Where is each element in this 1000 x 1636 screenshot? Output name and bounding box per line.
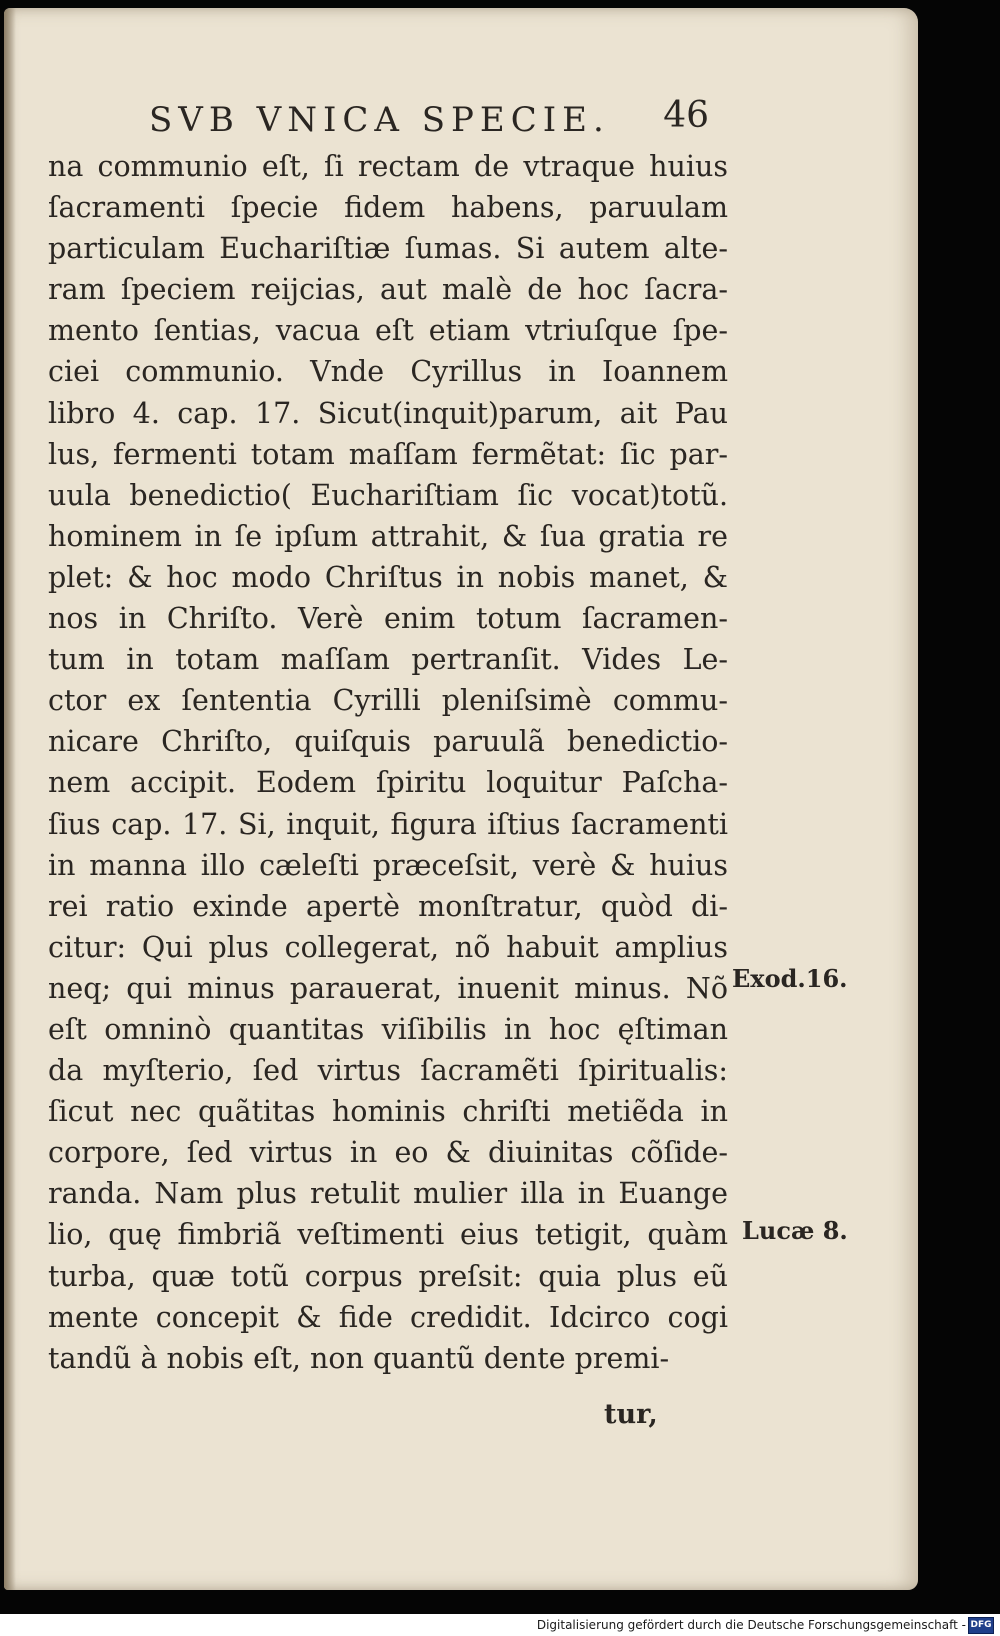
text-line: ſicut nec quãtitas hominis chriſti metiẽda in xyxy=(48,1095,728,1129)
text-line: ctor ex ſententia Cyrilli pleniſsimè commu- xyxy=(48,684,728,718)
text-line: nos in Chriſto. Verè enim totum ſacramen- xyxy=(48,602,728,636)
text-line: in manna illo cæleſti præceſsit, verè & huius xyxy=(48,848,728,882)
page-number: 46 xyxy=(663,95,709,136)
text-line: ram ſpeciem reijcias, aut malè de hoc ſacra- xyxy=(48,273,728,307)
dfg-logo: DFG xyxy=(968,1617,994,1634)
text-line: tum in totam maſſam pertranſit. Vides Le- xyxy=(48,643,728,677)
digitization-footer xyxy=(0,1614,1000,1636)
text-line: na communio eſt, ſi rectam de vtraque huius xyxy=(48,150,728,183)
text-line: ciei communio. Vnde Cyrillus in Ioannem xyxy=(48,355,728,389)
text-line: corpore, ſed virtus in eo & diuinitas cõſide- xyxy=(48,1136,728,1170)
running-title: SVB VNICA SPECIE. xyxy=(149,100,610,140)
catchword: tur, xyxy=(604,1399,658,1430)
text-line: eſt omninò quantitas viſibilis in hoc ęſtiman xyxy=(48,1012,728,1046)
text-line: ſius cap. 17. Si, inquit, figura iſtius ſacramenti xyxy=(48,807,728,841)
running-head xyxy=(149,96,709,144)
text-line: ſacramenti ſpecie fidem habens, paruulam xyxy=(48,191,728,225)
text-line: uula benedictio( Euchariſtiam ſic vocat)totũ. xyxy=(48,478,728,512)
footer-notice: Digitalisierung gefördert durch die Deutsche Forschungsgemeinschaft - xyxy=(536,1618,966,1632)
text-line: tandũ à nobis eſt, non quantũ dente premi- xyxy=(48,1341,670,1375)
book-page xyxy=(4,8,918,1590)
text-line: particulam Euchariſtiæ ſumas. Si autem alte- xyxy=(48,232,728,266)
text-line: rei ratio exinde apertè monſtratur, quòd di- xyxy=(48,889,728,923)
text-line: turba, quæ totũ corpus preſsit: quia plus eũ xyxy=(48,1259,728,1293)
text-line: neq; qui minus parauerat, inuenit minus. Nõ xyxy=(48,971,728,1005)
marginal-note-lucae: Lucæ 8. xyxy=(742,1216,848,1245)
text-line: libro 4. cap. 17. Sicut(inquit)parum, ait Pau xyxy=(48,396,728,430)
text-line: hominem in ſe ipſum attrahit, & ſua gratia re xyxy=(48,519,728,553)
text-line: randa. Nam plus retulit mulier illa in Euange xyxy=(48,1177,728,1211)
marginal-note-exodus: Exod.16. xyxy=(732,964,848,993)
text-line: citur: Qui plus collegerat, nõ habuit amplius xyxy=(48,930,728,964)
text-line: nem accipit. Eodem ſpiritu loquitur Paſcha- xyxy=(48,766,728,800)
page-gutter xyxy=(4,8,16,1590)
body-text xyxy=(48,146,728,1379)
text-line: nicare Chriſto, quiſquis paruulã benedictio- xyxy=(48,725,728,759)
text-line: da myſterio, ſed virtus ſacramẽti ſpiritualis: xyxy=(48,1054,728,1088)
text-line: lio, quę fimbriã veſtimenti eius tetigit, quàm xyxy=(48,1218,728,1252)
text-line: plet: & hoc modo Chriſtus in nobis manet, & xyxy=(48,560,728,594)
text-line: mento ſentias, vacua eſt etiam vtriuſque ſpe- xyxy=(48,314,728,348)
text-line: mente concepit & fide credidit. Idcirco cogi xyxy=(48,1300,728,1334)
text-line: lus, fermenti totam maſſam fermẽtat: ſic par- xyxy=(48,437,728,471)
